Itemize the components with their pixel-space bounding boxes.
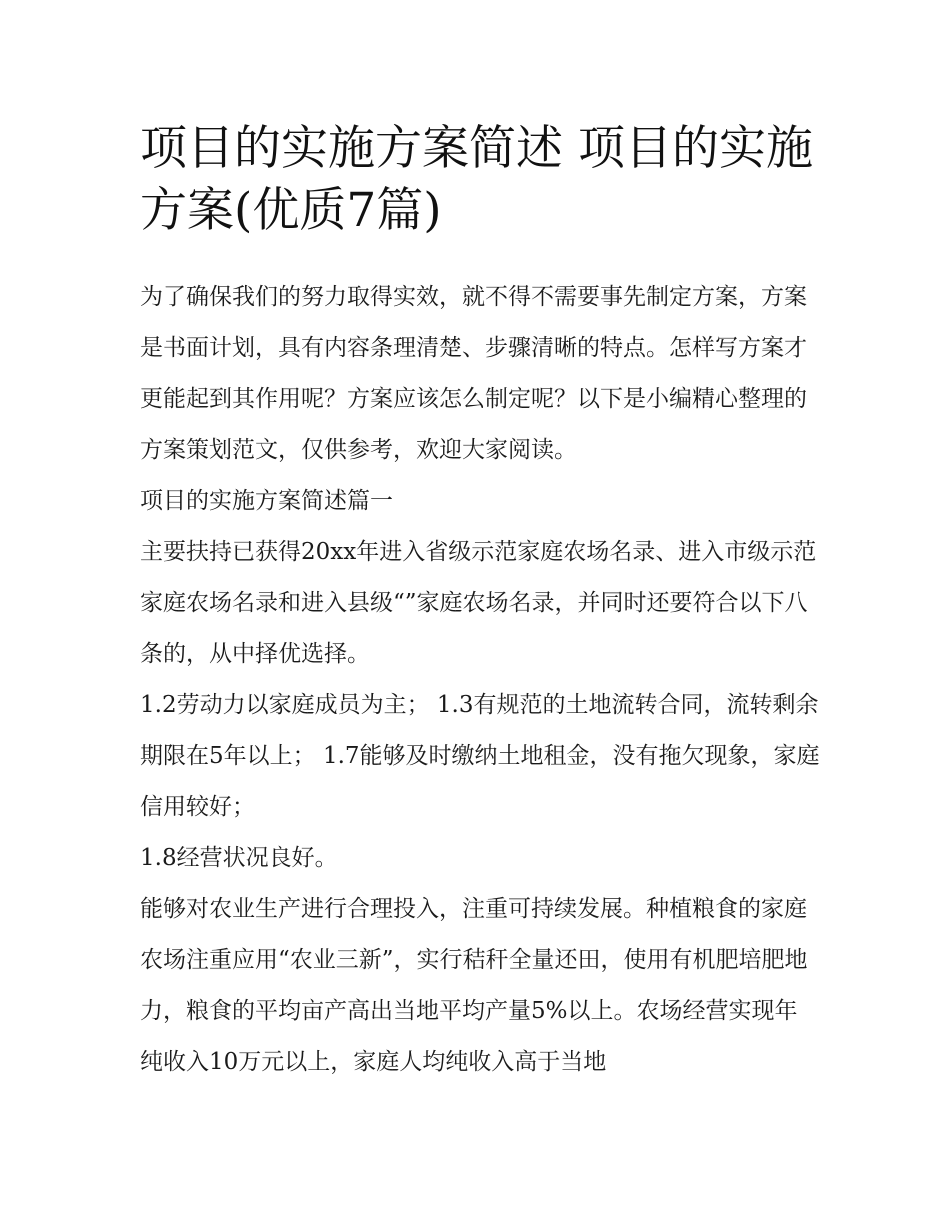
section-heading: 项目的实施方案简述篇一 [140, 488, 393, 514]
document-page [140, 118, 820, 1088]
body-paragraph: 主要扶持已获得20xx年进入省级示范家庭农场名录、进入市级示范家庭农场名录和进入县级“”家庭农场名录，并同时还要符合以下八条的，从中择优选择。 [140, 539, 817, 667]
body-paragraph: 1.2劳动力以家庭成员为主； 1.3有规范的土地流转合同，流转剩余期限在5年以上； 1.7能够及时缴纳土地租金，没有拖欠现象，家庭信用较好； [140, 692, 820, 820]
document-title: 项目的实施方案简述 项目的实施方案(优质7篇) [140, 121, 813, 238]
body-paragraph: 能够对农业生产进行合理投入，注重可持续发展。种植粮食的家庭农场注重应用“农业三新”，实行秸秆全量还田，使用有机肥培肥地力，粮食的平均亩产高出当地平均产量5%以上。农场经营实现年纯收入10万元以上，家庭人均纯收入高于当地 [140, 896, 808, 1075]
intro-paragraph: 为了确保我们的努力取得实效，就不得不需要事先制定方案，方案是书面计划，具有内容条理清楚、步骤清晰的特点。怎样写方案才更能起到其作用呢？方案应该怎么制定呢？以下是小编精心整理的方案策划范文，仅供参考，欢迎大家阅读。 [140, 284, 807, 463]
body-paragraph: 1.8经营状况良好。 [140, 845, 338, 871]
